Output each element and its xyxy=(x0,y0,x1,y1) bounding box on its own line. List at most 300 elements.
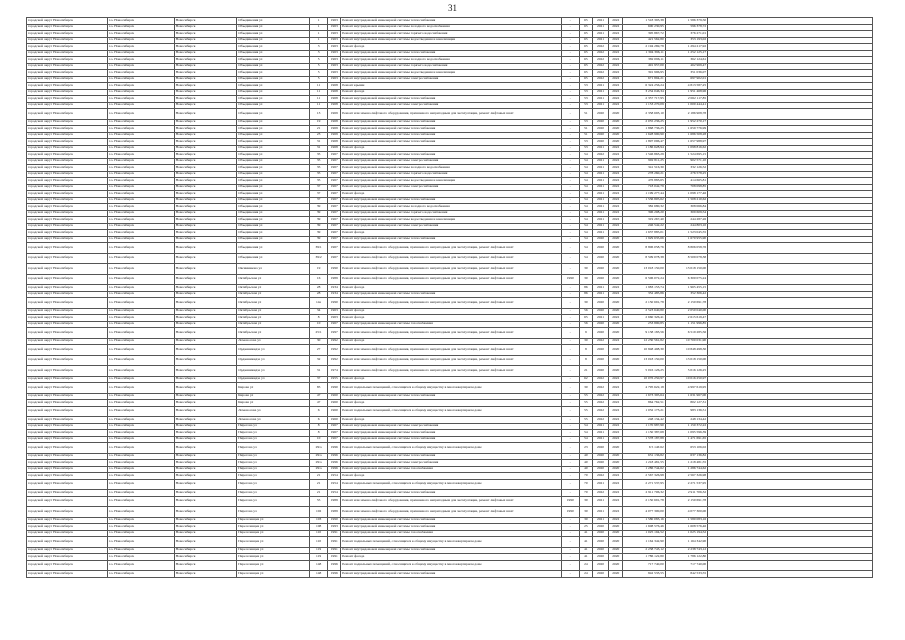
start-year-cell: 2020 xyxy=(592,119,608,126)
end-year-cell: 2020 xyxy=(609,328,623,339)
municipality-cell: городской округ Новосибирск xyxy=(27,530,108,537)
actual-cost-cell: 1 098 177,46 xyxy=(665,191,707,198)
reconstruction-year-cell: - xyxy=(561,204,579,211)
settlement-cell: Новосибирск xyxy=(174,571,237,578)
wear-percent-cell: 21 xyxy=(579,366,592,377)
build-year-cell: 1963 xyxy=(328,315,341,322)
municipality-cell: городской округ Новосибирск xyxy=(27,393,108,400)
start-year-cell: 2021 xyxy=(592,165,608,172)
work-type-cell: Ремонт внутридомовой инженерной системы теплоснабжения xyxy=(341,517,561,524)
end-year-cell: 2020 xyxy=(609,524,623,531)
street-cell: Объединения ул xyxy=(237,126,310,133)
settlement-cell: Новосибирск xyxy=(174,44,237,51)
wear-percent-cell: 86 xyxy=(579,285,592,292)
house-number-cell: 103 xyxy=(309,517,327,524)
planned-cost-cell: 1 164 342,90 xyxy=(623,537,665,548)
settlement-cell: Новосибирск xyxy=(174,57,237,64)
build-year-cell: 1963 xyxy=(328,63,341,70)
start-year-cell: 2020 xyxy=(592,109,608,120)
build-year-cell: 1934 xyxy=(328,285,341,292)
start-year-cell: 2021 xyxy=(592,184,608,191)
house-number-cell: 31 xyxy=(309,139,327,146)
house-number-cell: 8 xyxy=(309,315,327,322)
house-number-cell: 21 xyxy=(309,473,327,480)
wear-percent-cell: 30 xyxy=(579,338,592,345)
urban-district-cell: г.о. Новосибирск xyxy=(107,253,174,264)
actual-cost-cell: 1 286 744,62 xyxy=(665,466,707,473)
actual-cost-cell: 1 523 045,55 xyxy=(665,230,707,237)
planned-cost-cell: 9 138 183,56 xyxy=(623,328,665,339)
start-year-cell: 2021 xyxy=(592,291,608,298)
settlement-cell: Новосибирск xyxy=(174,109,237,120)
planned-cost-cell: 1 983 153,74 xyxy=(623,285,665,292)
empty-cell xyxy=(708,383,873,394)
build-year-cell: 1963 xyxy=(328,37,341,44)
wear-percent-cell: 25 xyxy=(579,524,592,531)
street-cell: Объединения ул xyxy=(237,109,310,120)
page-number: 31 xyxy=(448,3,457,13)
planned-cost-cell: 1 218 481,55 xyxy=(623,460,665,467)
actual-cost-cell: 1 965 455,15 xyxy=(665,285,707,292)
actual-cost-cell: 653 106,02 xyxy=(665,443,707,454)
settlement-cell: Новосибирск xyxy=(174,517,237,524)
planned-cost-cell: 4 077 300,00 xyxy=(623,507,665,518)
start-year-cell: 2021 xyxy=(592,83,608,90)
planned-cost-cell: 396 208,20 xyxy=(623,210,665,217)
build-year-cell: 1963 xyxy=(328,57,341,64)
house-number-cell: 23 xyxy=(309,132,327,139)
work-type-cell: Ремонт внутридомовой инженерной системы электроснабжения xyxy=(341,423,561,430)
table-row xyxy=(27,355,873,366)
reconstruction-year-cell: - xyxy=(561,223,579,230)
house-number-cell: 110 xyxy=(309,530,327,537)
actual-cost-cell: 376 271,01 xyxy=(665,31,707,38)
municipality-cell: городской округ Новосибирск xyxy=(27,473,108,480)
actual-cost-cell: 1 951 468,96 xyxy=(665,89,707,96)
start-year-cell: 2020 xyxy=(592,321,608,328)
planned-cost-cell: 1 580 083,16 xyxy=(623,517,665,524)
municipality-cell: городской округ Новосибирск xyxy=(27,274,108,285)
work-type-cell: Ремонт фасада xyxy=(341,230,561,237)
urban-district-cell: г.о. Новосибирск xyxy=(107,119,174,126)
house-number-cell: 34 xyxy=(309,308,327,315)
urban-district-cell: г.о. Новосибирск xyxy=(107,223,174,230)
reconstruction-year-cell: 1990 xyxy=(561,496,579,507)
reconstruction-year-cell: - xyxy=(561,210,579,217)
actual-cost-cell: 4 997 619,95 xyxy=(665,383,707,394)
street-cell: Объединения ул xyxy=(237,197,310,204)
empty-cell xyxy=(708,496,873,507)
settlement-cell: Новосибирск xyxy=(174,466,237,473)
work-type-cell: Ремонт внутридомовой инженерной системы теплоснабжения xyxy=(341,571,561,578)
end-year-cell: 2022 xyxy=(609,152,623,159)
reconstruction-year-cell: - xyxy=(561,479,579,490)
work-type-cell: Ремонт внутридомовой инженерной системы холодного водоснабжения xyxy=(341,165,561,172)
build-year-cell: 1963 xyxy=(328,70,341,77)
street-cell: Октябрьская ул xyxy=(237,308,310,315)
urban-district-cell: г.о. Новосибирск xyxy=(107,383,174,394)
street-cell: Объединения ул xyxy=(237,57,310,64)
empty-cell xyxy=(708,366,873,377)
planned-cost-cell: 1 608 576,46 xyxy=(623,524,665,531)
build-year-cell: 1967 xyxy=(328,165,341,172)
planned-cost-cell: 1 304 396,11 xyxy=(623,50,665,57)
street-cell: Объединения ул xyxy=(237,63,310,70)
reconstruction-year-cell: - xyxy=(561,44,579,51)
settlement-cell: Новосибирск xyxy=(174,204,237,211)
urban-district-cell: г.о. Новосибирск xyxy=(107,571,174,578)
urban-district-cell: г.о. Новосибирск xyxy=(107,393,174,400)
municipality-cell: городской округ Новосибирск xyxy=(27,345,108,356)
work-type-cell: Ремонт внутридомовой инженерной системы электроснабжения xyxy=(341,102,561,109)
work-type-cell: Ремонт внутридомовой инженерной системы теплоснабжения xyxy=(341,96,561,103)
empty-cell xyxy=(708,537,873,548)
house-number-cell: 11 xyxy=(309,83,327,90)
planned-cost-cell: 4 795 622,18 xyxy=(623,383,665,394)
build-year-cell: 1967 xyxy=(328,217,341,224)
actual-cost-cell: 10 016 250,97 xyxy=(665,376,707,383)
wear-percent-cell: 65 xyxy=(579,18,592,25)
house-number-cell: 119 xyxy=(309,554,327,561)
end-year-cell: 2020 xyxy=(609,253,623,264)
start-year-cell: 2020 xyxy=(592,524,608,531)
reconstruction-year-cell: - xyxy=(561,285,579,292)
actual-cost-cell: 1 218 481,55 xyxy=(665,460,707,467)
wear-percent-cell: 55 xyxy=(579,393,592,400)
reconstruction-year-cell: - xyxy=(561,89,579,96)
build-year-cell: 1967 xyxy=(328,321,341,328)
settlement-cell: Новосибирск xyxy=(174,145,237,152)
planned-cost-cell: 6 506 072,24 xyxy=(623,274,665,285)
reconstruction-year-cell: - xyxy=(561,571,579,578)
settlement-cell: Новосибирск xyxy=(174,443,237,454)
build-year-cell: 1967 xyxy=(328,230,341,237)
house-number-cell: 5 xyxy=(309,70,327,77)
build-year-cell: 1968 xyxy=(328,145,341,152)
table-row xyxy=(27,298,873,309)
house-number-cell: 27 xyxy=(309,345,327,356)
reconstruction-year-cell: - xyxy=(561,466,579,473)
build-year-cell: 1991 xyxy=(328,537,341,548)
settlement-cell: Новосибирск xyxy=(174,496,237,507)
work-type-cell: Ремонт или замена лифтового оборудования, признанного непригодным для эксплуатации, ремонт лифтовых шахт xyxy=(341,274,561,285)
build-year-cell: 1954 xyxy=(328,473,341,480)
planned-cost-cell: 5 016 126,25 xyxy=(623,366,665,377)
street-cell: Переселенцев ул xyxy=(237,524,310,531)
empty-cell xyxy=(708,298,873,309)
start-year-cell: 2021 xyxy=(592,204,608,211)
build-year-cell: 1960 xyxy=(328,406,341,417)
wear-percent-cell: 70 xyxy=(579,479,592,490)
planned-cost-cell: 13 018 150,00 xyxy=(623,355,665,366)
start-year-cell: 2021 xyxy=(592,191,608,198)
house-number-cell: 28 xyxy=(309,291,327,298)
end-year-cell: 2022 xyxy=(609,83,623,90)
urban-district-cell: г.о. Новосибирск xyxy=(107,37,174,44)
work-type-cell: Ремонт фасада xyxy=(341,145,561,152)
build-year-cell: 1996 xyxy=(328,443,341,454)
street-cell: Объединения ул xyxy=(237,102,310,109)
wear-percent-cell: 53 xyxy=(579,139,592,146)
actual-cost-cell: 4 077 300,00 xyxy=(665,507,707,518)
actual-cost-cell: 352 306,42 xyxy=(665,291,707,298)
street-cell: Овсянникова ул xyxy=(237,264,310,275)
planned-cost-cell: 1 578 187,88 xyxy=(623,436,665,443)
settlement-cell: Новосибирск xyxy=(174,383,237,394)
work-type-cell: Ремонт фасада xyxy=(341,315,561,322)
house-number-cell: 14а xyxy=(309,298,327,309)
work-type-cell: Ремонт внутридомовой инженерной системы холодного водоснабжения xyxy=(341,57,561,64)
empty-cell xyxy=(708,243,873,254)
start-year-cell: 2021 xyxy=(592,178,608,185)
house-number-cell: 37 xyxy=(309,191,327,198)
urban-district-cell: г.о. Новосибирск xyxy=(107,355,174,366)
reconstruction-year-cell: - xyxy=(561,184,579,191)
wear-percent-cell: 65 xyxy=(579,24,592,31)
municipality-cell: городской округ Новосибирск xyxy=(27,308,108,315)
wear-percent-cell: 54 xyxy=(579,191,592,198)
build-year-cell: 1968 xyxy=(328,89,341,96)
street-cell: Ордженикидзе ул xyxy=(237,345,310,356)
start-year-cell: 2020 xyxy=(592,264,608,275)
reconstruction-year-cell: - xyxy=(561,197,579,204)
planned-cost-cell: 1 186 628,94 xyxy=(623,145,665,152)
municipality-cell: городской округ Новосибирск xyxy=(27,230,108,237)
reconstruction-year-cell: - xyxy=(561,243,579,254)
street-cell: Октябрьская ул xyxy=(237,328,310,339)
house-number-cell: 47 xyxy=(309,400,327,407)
work-type-cell: Ремонт внутридомовой инженерной системы теплоснабжения xyxy=(341,236,561,243)
wear-percent-cell: 54 xyxy=(579,423,592,430)
house-number-cell: 39 xyxy=(309,223,327,230)
urban-district-cell: г.о. Новосибирск xyxy=(107,321,174,328)
actual-cost-cell: 1 098 816,62 xyxy=(665,145,707,152)
urban-district-cell: г.о. Новосибирск xyxy=(107,178,174,185)
end-year-cell: 2022 xyxy=(609,430,623,437)
actual-cost-cell: 1 164 342,90 xyxy=(665,537,707,548)
urban-district-cell: г.о. Новосибирск xyxy=(107,417,174,424)
work-type-cell: Ремонт внутридомовой инженерной системы теплоснабжения xyxy=(341,547,561,554)
end-year-cell: 2022 xyxy=(609,76,623,83)
end-year-cell: 2022 xyxy=(609,171,623,178)
work-type-cell: Ремонт внутридомовой инженерной системы водоотведения и канализации xyxy=(341,37,561,44)
work-type-cell: Ремонт подвальных помещений, относящихся к общему имуществу в многоквартирном доме xyxy=(341,443,561,454)
street-cell: Пирогова ул xyxy=(237,423,310,430)
street-cell: Пирогова ул xyxy=(237,507,310,518)
build-year-cell: 1990 xyxy=(328,298,341,309)
start-year-cell: 2022 xyxy=(592,417,608,424)
end-year-cell: 2020 xyxy=(609,308,623,315)
wear-percent-cell: 56 xyxy=(579,308,592,315)
street-cell: Объединения ул xyxy=(237,70,310,77)
work-type-cell: Ремонт фасада xyxy=(341,308,561,315)
house-number-cell: 35 xyxy=(309,171,327,178)
build-year-cell: 1969 xyxy=(328,126,341,133)
wear-percent-cell: 8 xyxy=(579,355,592,366)
house-number-cell: 13 xyxy=(309,109,327,120)
work-type-cell: Ремонт внутридомовой инженерной системы горячего водоснабжения xyxy=(341,210,561,217)
street-cell: Объединения ул xyxy=(237,152,310,159)
table-row xyxy=(27,560,873,571)
urban-district-cell: г.о. Новосибирск xyxy=(107,197,174,204)
municipality-cell: городской округ Новосибирск xyxy=(27,507,108,518)
reconstruction-year-cell: - xyxy=(561,321,579,328)
actual-cost-cell: 1 471 691,65 xyxy=(665,436,707,443)
settlement-cell: Новосибирск xyxy=(174,253,237,264)
start-year-cell: 2020 xyxy=(592,466,608,473)
street-cell: Октябрьская ул xyxy=(237,285,310,292)
wear-percent-cell: 54 xyxy=(579,436,592,443)
start-year-cell: 2021 xyxy=(592,102,608,109)
table-row xyxy=(27,507,873,518)
wear-percent-cell: 51 xyxy=(579,109,592,120)
reconstruction-year-cell: - xyxy=(561,517,579,524)
municipality-cell: городской округ Новосибирск xyxy=(27,243,108,254)
start-year-cell: 2022 xyxy=(592,44,608,51)
street-cell: Ордженикидзе ул xyxy=(237,366,310,377)
reconstruction-year-cell: - xyxy=(561,165,579,172)
start-year-cell: 2021 xyxy=(592,496,608,507)
house-number-cell: 11 xyxy=(309,89,327,96)
work-type-cell: Ремонт внутридомовой инженерной системы теплоснабжения xyxy=(341,291,561,298)
build-year-cell: 1992 xyxy=(328,338,341,345)
settlement-cell: Новосибирск xyxy=(174,554,237,561)
build-year-cell: 1989 xyxy=(328,274,341,285)
end-year-cell: 2020 xyxy=(609,366,623,377)
actual-cost-cell: 1 095 596,39 xyxy=(665,430,707,437)
planned-cost-cell: 2 150 691,78 xyxy=(623,298,665,309)
start-year-cell: 2021 xyxy=(592,223,608,230)
street-cell: Переселенцев ул xyxy=(237,517,310,524)
actual-cost-cell: 1 252 125,17 xyxy=(665,50,707,57)
settlement-cell: Новосибирск xyxy=(174,291,237,298)
build-year-cell: 1967 xyxy=(328,223,341,230)
urban-district-cell: г.о. Новосибирск xyxy=(107,315,174,322)
build-year-cell: 1954 xyxy=(328,490,341,497)
build-year-cell: 1991 xyxy=(328,547,341,554)
start-year-cell: 2020 xyxy=(592,530,608,537)
start-year-cell: 2021 xyxy=(592,517,608,524)
house-number-cell: 29/a xyxy=(309,443,327,454)
settlement-cell: Новосибирск xyxy=(174,285,237,292)
end-year-cell: 2022 xyxy=(609,191,623,198)
build-year-cell: 1993 xyxy=(328,524,341,531)
actual-cost-cell: 1 686 508,28 xyxy=(665,132,707,139)
street-cell: Кирова ул xyxy=(237,393,310,400)
work-type-cell: Ремонт или замена лифтового оборудования, признанного непригодным для эксплуатации, ремонт лифтовых шахт xyxy=(341,366,561,377)
end-year-cell: 2022 xyxy=(609,383,623,394)
start-year-cell: 2020 xyxy=(592,274,608,285)
empty-cell xyxy=(708,571,873,578)
end-year-cell: 2020 xyxy=(609,547,623,554)
settlement-cell: Новосибирск xyxy=(174,274,237,285)
start-year-cell: 2021 xyxy=(592,436,608,443)
wear-percent-cell: 53 xyxy=(579,83,592,90)
build-year-cell: 1954 xyxy=(328,479,341,490)
build-year-cell: 1990 xyxy=(328,264,341,275)
urban-district-cell: г.о. Новосибирск xyxy=(107,524,174,531)
start-year-cell: 2021 xyxy=(592,479,608,490)
wear-percent-cell: 8 xyxy=(579,345,592,356)
actual-cost-cell: 1 631 967,00 xyxy=(665,393,707,400)
urban-district-cell: г.о. Новосибирск xyxy=(107,338,174,345)
reconstruction-year-cell: - xyxy=(561,308,579,315)
street-cell: Объединения ул xyxy=(237,171,310,178)
work-type-cell: Ремонт внутридомовой инженерной системы газоснабжения xyxy=(341,466,561,473)
street-cell: Объединения ул xyxy=(237,165,310,172)
street-cell: Объединения ул xyxy=(237,89,310,96)
urban-district-cell: г.о. Новосибирск xyxy=(107,70,174,77)
reconstruction-year-cell: - xyxy=(561,436,579,443)
start-year-cell: 2021 xyxy=(592,31,608,38)
settlement-cell: Новосибирск xyxy=(174,547,237,554)
house-number-cell: 10 xyxy=(309,321,327,328)
work-type-cell: Ремонт или замена лифтового оборудования, признанного непригодным для эксплуатации, ремонт лифтовых шахт xyxy=(341,298,561,309)
urban-district-cell: г.о. Новосибирск xyxy=(107,171,174,178)
wear-percent-cell: 40 xyxy=(579,453,592,460)
start-year-cell: 2022 xyxy=(592,50,608,57)
end-year-cell: 2022 xyxy=(609,393,623,400)
settlement-cell: Новосибирск xyxy=(174,417,237,424)
urban-district-cell: г.о. Новосибирск xyxy=(107,126,174,133)
municipality-cell: городской округ Новосибирск xyxy=(27,152,108,159)
work-type-cell: Ремонт внутридомовой инженерной системы холодного водоснабжения xyxy=(341,204,561,211)
house-number-cell: 39 xyxy=(309,217,327,224)
start-year-cell: 2022 xyxy=(592,383,608,394)
reconstruction-year-cell: - xyxy=(561,338,579,345)
build-year-cell: 1991 xyxy=(328,554,341,561)
work-type-cell: Ремонт внутридомовой инженерной системы газоснабжения xyxy=(341,321,561,328)
work-type-cell: Ремонт подвальных помещений, относящихся к общему имуществу в многоквартирном доме xyxy=(341,479,561,490)
planned-cost-cell: 2 357 717,95 xyxy=(623,96,665,103)
wear-percent-cell: 30 xyxy=(579,298,592,309)
urban-district-cell: г.о. Новосибирск xyxy=(107,44,174,51)
end-year-cell: 2020 xyxy=(609,571,623,578)
settlement-cell: Новосибирск xyxy=(174,165,237,172)
start-year-cell: 2022 xyxy=(592,70,608,77)
actual-cost-cell: 244 803,10 xyxy=(665,223,707,230)
actual-cost-cell: 308 066,84 xyxy=(665,204,707,211)
reconstruction-year-cell: - xyxy=(561,236,579,243)
planned-cost-cell: 1 546 863,29 xyxy=(623,152,665,159)
build-year-cell: 1968 xyxy=(328,102,341,109)
planned-cost-cell: 253 890,85 xyxy=(623,321,665,328)
work-type-cell: Ремонт фасада xyxy=(341,376,561,383)
start-year-cell: 2022 xyxy=(592,57,608,64)
house-number-cell: 28 xyxy=(309,285,327,292)
build-year-cell: 1996 xyxy=(328,571,341,578)
house-number-cell: 1 xyxy=(309,18,327,25)
municipality-cell: городской округ Новосибирск xyxy=(27,132,108,139)
settlement-cell: Новосибирск xyxy=(174,436,237,443)
end-year-cell: 2022 xyxy=(609,102,623,109)
house-number-cell: 29/a xyxy=(309,460,327,467)
end-year-cell: 2022 xyxy=(609,31,623,38)
build-year-cell: 1963 xyxy=(328,18,341,25)
urban-district-cell: г.о. Новосибирск xyxy=(107,436,174,443)
end-year-cell: 2020 xyxy=(609,530,623,537)
actual-cost-cell: 1 025 194,52 xyxy=(665,530,707,537)
house-number-cell: 39 xyxy=(309,236,327,243)
house-number-cell: 29/a xyxy=(309,453,327,460)
reconstruction-year-cell: - xyxy=(561,547,579,554)
urban-district-cell: г.о. Новосибирск xyxy=(107,345,174,356)
settlement-cell: Новосибирск xyxy=(174,50,237,57)
actual-cost-cell: 2 150 691,78 xyxy=(665,298,707,309)
urban-district-cell: г.о. Новосибирск xyxy=(107,57,174,64)
municipality-cell: городской округ Новосибирск xyxy=(27,466,108,473)
urban-district-cell: г.о. Новосибирск xyxy=(107,145,174,152)
